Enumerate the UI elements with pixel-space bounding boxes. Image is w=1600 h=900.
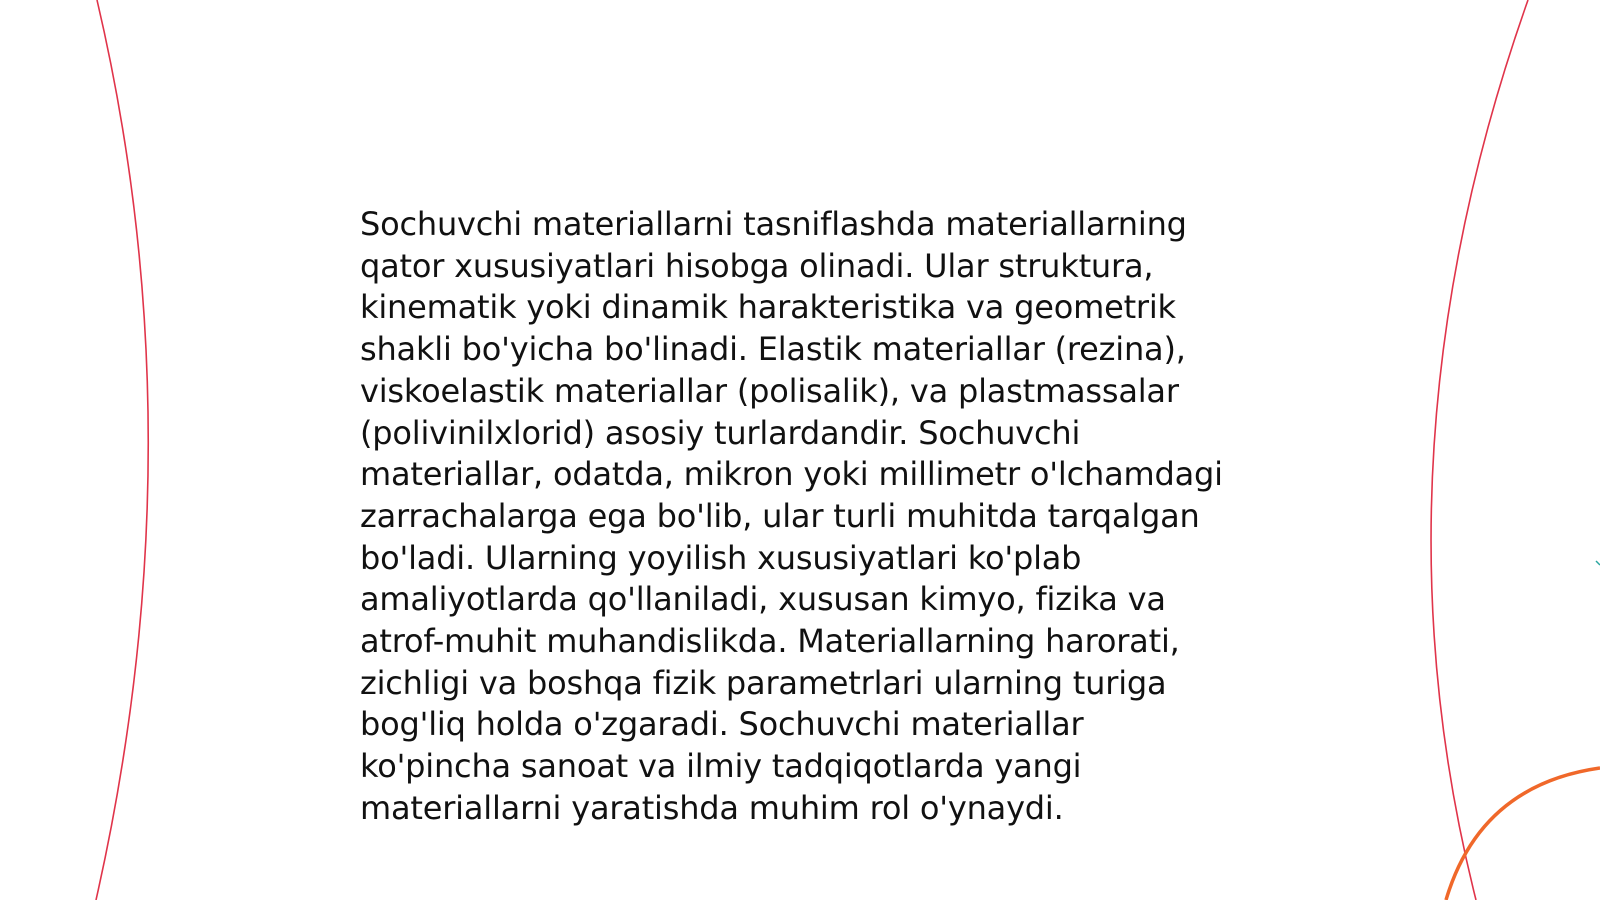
right-curve-line [1431, 0, 1528, 900]
orange-arc [1446, 768, 1600, 900]
left-curve-line [96, 0, 148, 900]
body-paragraph: Sochuvchi materiallarni tasniflashda materiallarning qator xususiyatlari hisobga olinadi. Ular struktura, kinematik yoki dinamik harakteristika va geometrik shakli bo'yicha bo'linadi. Elastik materiallar (rezina), viskoelastik materiallar (polisalik), va plastmassalar (polivinilxlorid) asosiy turlardandir. Sochuvchi materiallar, odatda, mikron yoki millimetr o'lchamdagi zarrachalarga ega bo'lib, ular turli muhitda tarqalgan bo'ladi. Ularning yoyilish xususiyatlari ko'plab amaliyotlarda qo'llaniladi, xususan kimyo, fizika va atrof-muhit muhandislikda. Materiallarning harorati, zichligi va boshqa fizik parametrlari ularning turiga bog'liq holda o'zgaradi. Sochuvchi materiallar ko'pincha sanoat va ilmiy tadqiqotlarda yangi materiallarni yaratishda muhim rol o'ynaydi. [360, 205, 1223, 827]
teal-tick-mark [1596, 561, 1600, 565]
